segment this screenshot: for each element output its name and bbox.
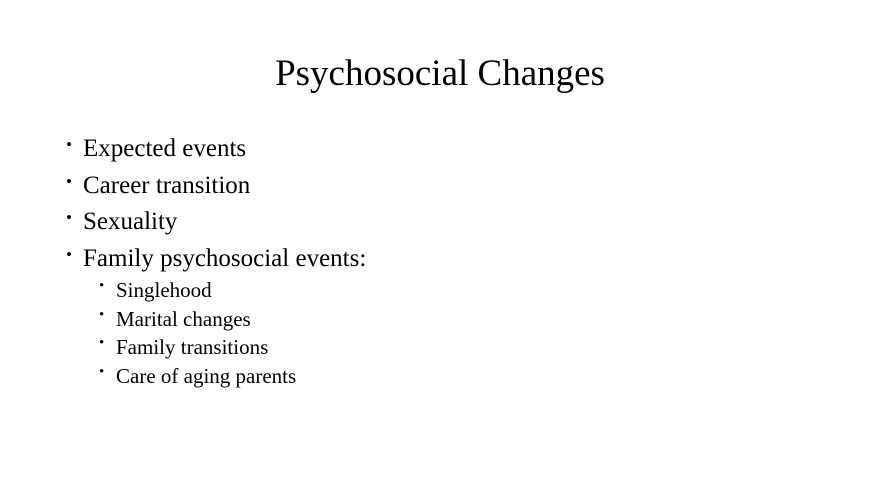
bullet-list	[66, 134, 366, 391]
sub-bullet-list	[99, 277, 366, 389]
sub-bullet-item	[99, 306, 366, 332]
bullet-text: Career transition	[83, 171, 251, 199]
sub-bullet-item	[99, 334, 366, 360]
bullet-dot-icon: •	[66, 244, 72, 264]
sub-bullet-text: Family transitions	[116, 335, 269, 359]
slide-title: Psychosocial Changes	[275, 53, 605, 94]
sub-bullet-dot-icon: •	[99, 335, 105, 351]
bullet-item	[66, 134, 366, 164]
sub-bullet-item	[99, 363, 366, 389]
bullet-item	[66, 207, 366, 237]
bullet-dot-icon: •	[66, 208, 72, 227]
bullet-text: Family psychosocial events:	[83, 244, 367, 272]
bullet-text: Sexuality	[83, 208, 178, 235]
bullet-dot-icon: •	[66, 171, 72, 191]
bullet-item	[66, 171, 366, 201]
sub-bullet-text: Marital changes	[116, 306, 251, 331]
bullet-text: Expected events	[83, 135, 247, 162]
bullet-item	[66, 244, 366, 274]
sub-bullet-text: Care of aging parents	[116, 363, 297, 388]
sub-bullet-dot-icon: •	[99, 278, 105, 294]
bullet-dot-icon: •	[66, 135, 72, 154]
sub-bullet-item	[99, 277, 366, 303]
sub-bullet-dot-icon: •	[99, 363, 105, 380]
sub-bullet-container	[66, 277, 366, 389]
sub-bullet-dot-icon: •	[99, 306, 105, 323]
sub-bullet-text: Singlehood	[116, 278, 212, 302]
